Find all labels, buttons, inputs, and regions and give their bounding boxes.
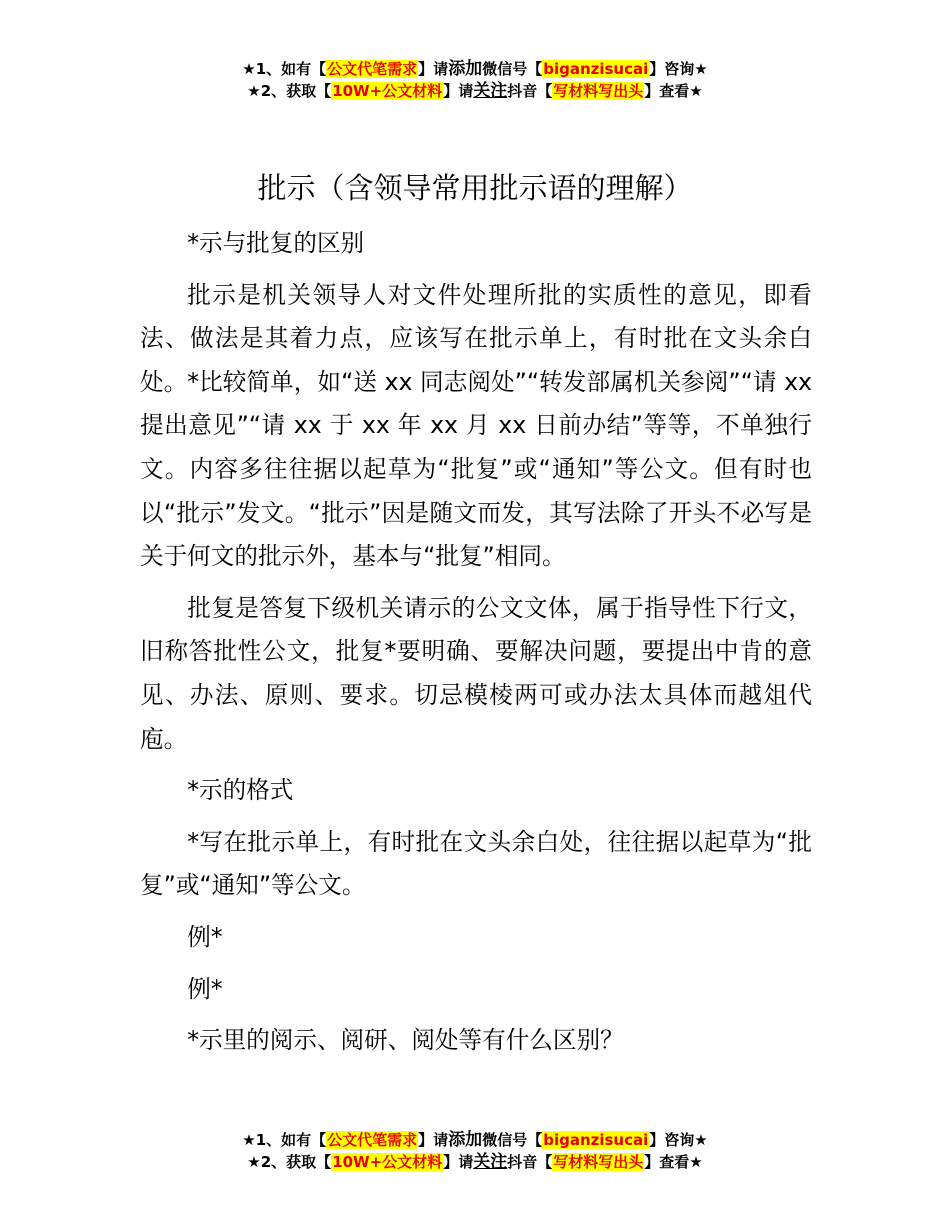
banner-text-emphasis: 关注 xyxy=(473,1152,508,1172)
banner-text: 】请 xyxy=(443,1153,474,1171)
banner-text: 微信号【 xyxy=(482,60,543,78)
banner-text-emphasis: 关注 xyxy=(473,81,508,101)
banner-text: 抖音【 xyxy=(507,1153,553,1171)
banner-text: 抖音【 xyxy=(507,82,553,100)
document-body xyxy=(140,222,812,1071)
highlight-wechat-id: biganzisucai xyxy=(543,60,649,78)
banner-text: ★1、如有【 xyxy=(242,60,327,78)
section-heading-difference: *示与批复的区别 xyxy=(187,229,365,257)
paragraph-format: *写在批示单上，有时批在文头余白处，往往据以起草为“批复”或“通知”等公文。 xyxy=(140,827,812,900)
highlight-materials: 10W+公文材料 xyxy=(332,82,443,100)
banner-text: ★2、获取【 xyxy=(247,1153,332,1171)
banner-text: 】请 xyxy=(443,82,474,100)
highlight-douyin: 写材料写出头 xyxy=(553,82,644,100)
highlight-wechat-id: biganzisucai xyxy=(543,1131,649,1149)
banner-line-1 xyxy=(0,1129,950,1151)
example-label: 例* xyxy=(187,974,223,1003)
banner-text: 微信号【 xyxy=(482,1131,543,1149)
banner-text: 】查看★ xyxy=(644,82,703,100)
document-title: 批示（含领导常用批示语的理解） xyxy=(257,171,693,205)
banner-text: ★2、获取【 xyxy=(247,82,332,100)
banner-text: 】咨询★ xyxy=(649,60,708,78)
banner-text-emphasis: 添加 xyxy=(448,1130,483,1150)
header-banner xyxy=(0,58,950,102)
banner-text: 】查看★ xyxy=(644,1153,703,1171)
paragraph-pifu-definition: 批复是答复下级机关请示的公文文体，属于指导性下行文，旧称答批性公文，批复*要明确、要解决问题，要提出中肯的意见、办法、原则、要求。切忌模棱两可或办法太具体而越俎代庖。 xyxy=(140,593,812,753)
highlight-ghostwriting: 公文代笔需求 xyxy=(327,1131,418,1149)
banner-text: ★1、如有【 xyxy=(242,1131,327,1149)
highlight-douyin: 写材料写出头 xyxy=(553,1153,644,1171)
banner-line-1 xyxy=(0,58,950,80)
highlight-ghostwriting: 公文代笔需求 xyxy=(327,60,418,78)
banner-line-2 xyxy=(0,80,950,102)
section-heading-format: *示的格式 xyxy=(187,776,294,805)
banner-text: 】请 xyxy=(418,60,449,78)
banner-text: 】请 xyxy=(418,1131,449,1149)
section-heading-question: *示里的阅示、阅研、阅处等有什么区别？ xyxy=(187,1026,624,1055)
banner-text: 】咨询★ xyxy=(649,1131,708,1149)
banner-line-2 xyxy=(0,1151,950,1173)
paragraph-pishi-definition: 批示是机关领导人对文件处理所批的实质性的意见，即看法、做法是其着力点，应该写在批示单上，有时批在文头余白处。*比较简单，如“送 xx 同志阅处”“转发部属机关参阅”“请 xx 提出意见”“请 xx 于 xx 年 xx 月 xx 日前办结”等等，不单独行文。内容多往往据以起草为“批复”或“通知”等公文。但有时也以“批示”发文。“批示”因是随文而发，其写法除了开头不必写是关于何文的批示外，基本与“批复”相同。 xyxy=(140,280,812,571)
example-label: 例* xyxy=(187,922,223,951)
banner-text-emphasis: 添加 xyxy=(448,59,483,79)
highlight-materials: 10W+公文材料 xyxy=(332,1153,443,1171)
footer-banner xyxy=(0,1129,950,1173)
